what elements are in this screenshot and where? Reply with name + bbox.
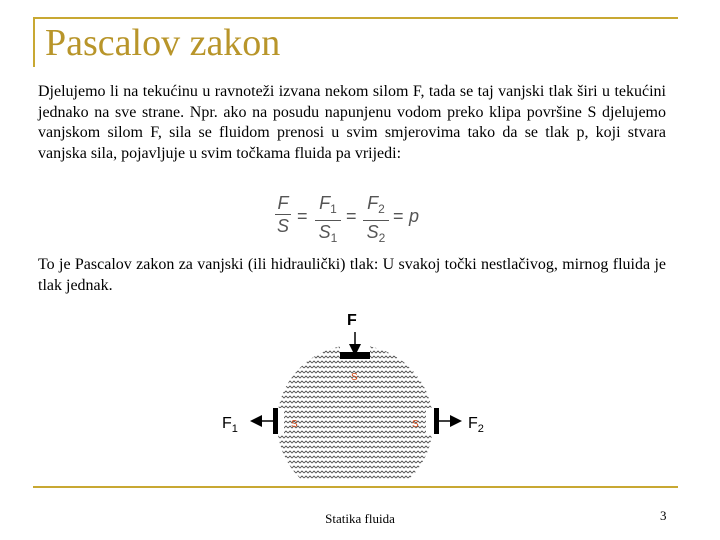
force-label-left-sub: 1: [231, 423, 238, 435]
formula-s2-den: S: [366, 222, 379, 242]
title-rule-top: [33, 17, 678, 19]
right-piston: [434, 408, 439, 434]
fraction-f-over-s: [275, 193, 291, 236]
fluid-vessel: [277, 345, 433, 480]
formula-f2-num: F: [367, 193, 379, 213]
paragraph-law-statement: To je Pascalov zakon za vanjski (ili hidraulički) tlak: U svakoj točki nestlačivog, mirnog fluida je tlak jednak.: [38, 256, 666, 294]
pressure-symbol: p: [409, 206, 420, 226]
fraction-f2-over-s2: [363, 193, 389, 248]
footer-rule: [33, 486, 678, 488]
formula-f-den: S: [276, 216, 289, 236]
formula-f1-num: F: [319, 193, 331, 213]
area-label-right: S: [412, 419, 419, 430]
fraction-bar: [363, 220, 389, 221]
fraction-bar: [315, 220, 341, 221]
force-label-top: F: [347, 312, 357, 329]
force-label-right-sub: 2: [477, 423, 484, 435]
title-rule-left: [33, 17, 35, 67]
area-label-left: S: [291, 419, 298, 430]
paragraph-definition: Djelujemo li na tekućinu u ravnoteži izvana nekom silom F, tada se taj vanjski tlak širi u tekućini jednako na sve strane. Npr. ako na posudu napunjenu vodom preko klipa površine S djelujemo vanjskom silom F, sila se fluidom prenosi u svim smjerovima tako da se tlak p, koji stvara vanjska sila, pojavljuje u svim točkama fluida pa vrijedi:: [38, 83, 666, 162]
area-label-top: S: [351, 372, 358, 383]
formula-s1-den-sub: 1: [330, 231, 338, 245]
page-number: 3: [660, 508, 667, 523]
top-piston: [340, 352, 370, 359]
formula-s2-den-sub: 2: [378, 231, 386, 245]
left-piston: [273, 408, 278, 434]
fraction-bar: [275, 214, 291, 215]
footer-text: Statika fluida: [325, 511, 395, 526]
pascal-diagram: [200, 300, 520, 480]
formula-f2-num-sub: 2: [378, 202, 385, 216]
force-label-right-main: F: [468, 415, 478, 432]
formula-f-num: F: [277, 193, 289, 213]
formula-s1-den: S: [318, 222, 331, 242]
formula-f1-num-sub: 1: [330, 202, 337, 216]
force-label-left-main: F: [222, 415, 232, 432]
equals-sign: =: [297, 206, 308, 226]
force-label-left: [222, 415, 238, 435]
equals-sign: =: [393, 206, 404, 226]
force-label-right: [468, 415, 484, 435]
pascal-formula: [275, 193, 435, 253]
equals-sign: =: [346, 206, 357, 226]
slide-title: Pascalov zakon: [45, 22, 281, 64]
fraction-f1-over-s1: [315, 193, 341, 248]
